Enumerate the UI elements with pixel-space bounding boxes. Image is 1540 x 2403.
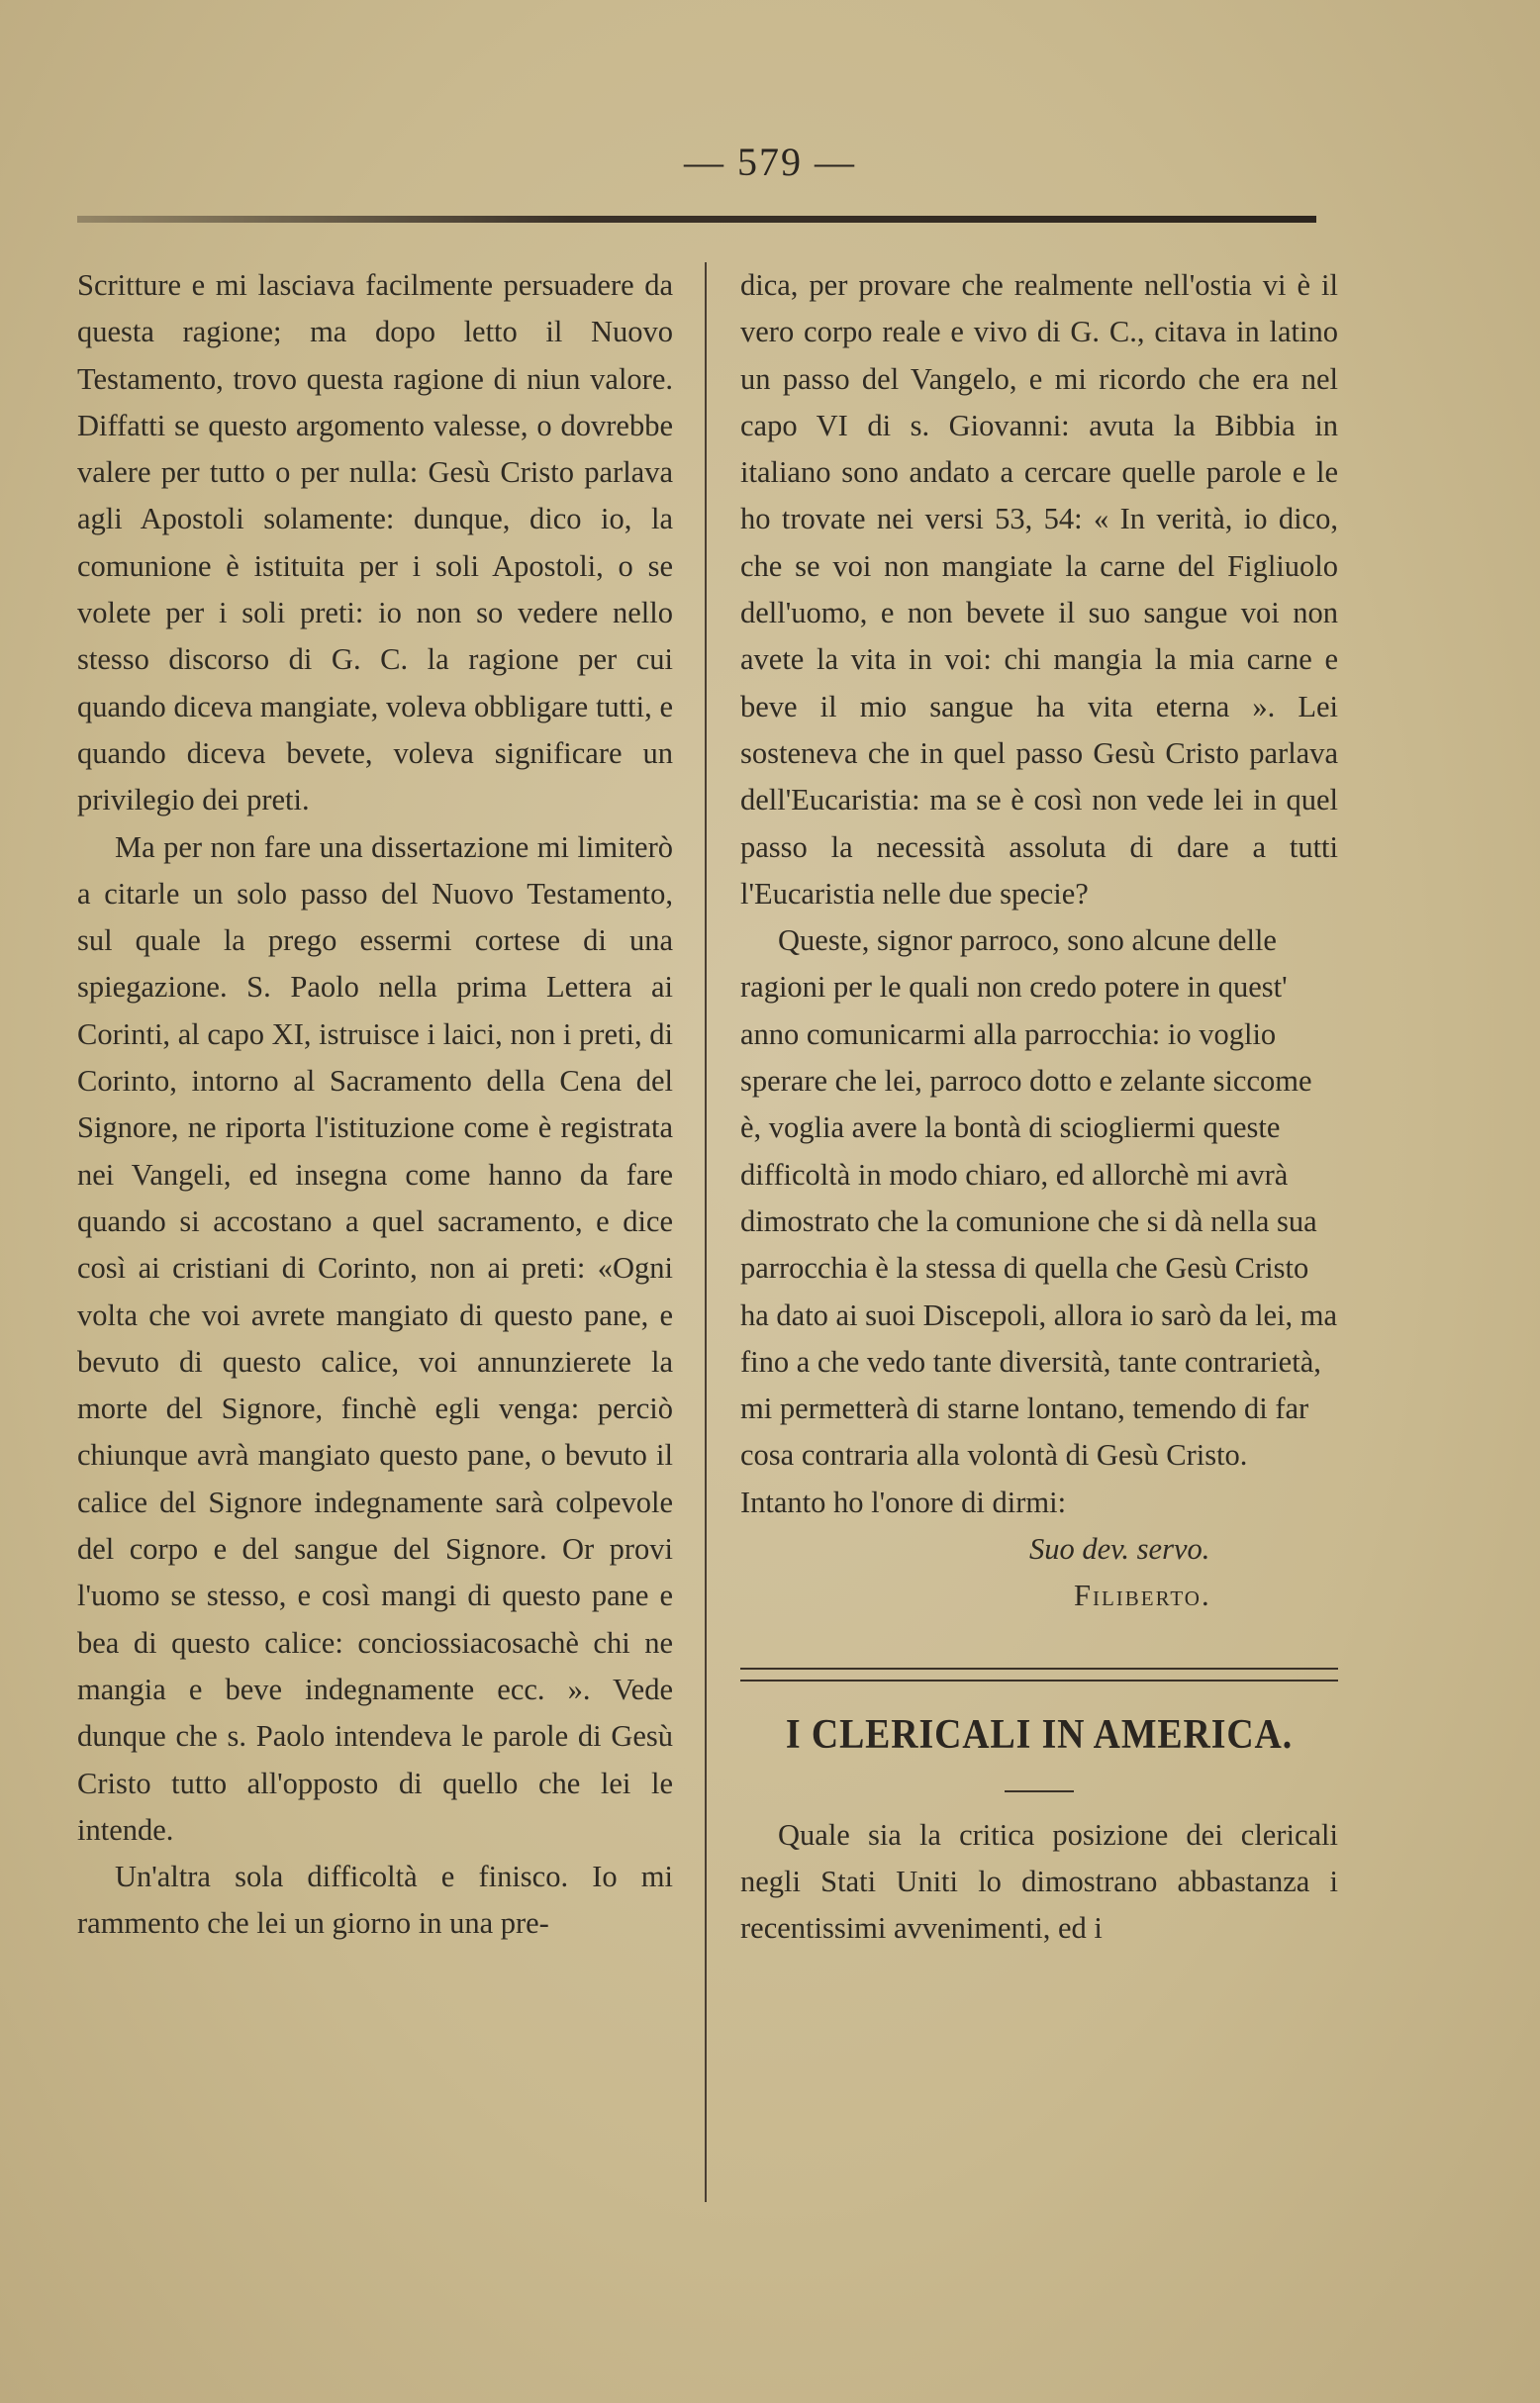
heading-underline [1005,1790,1074,1792]
page-number: — 579 — [684,140,856,184]
right-paragraph-1: dica, per provare che realmente nell'ostia vi è il vero corpo reale e vivo di G. C., citava in latino un passo del Vangelo, e mi ricordo che era nel capo VI di s. Giovanni: avuta la Bibbia in italiano sono andato a cercare quelle parole e le ho trovate nei versi 53, 54: « In verità, io dico, che se voi non mangiate la carne del Figliuolo dell'uomo, e non bevete il suo sangue voi non avete la vita in voi: chi mangia la mia carne e beve il mio sangue ha vita eterna ». Lei sosteneva che in quel passo Gesù Cristo parlava dell'Eucaristia: ma se è così non vede lei in quel passo la necessità assoluta di dare a tutti l'Eucaristia nelle due specie? [740,268,1338,911]
left-paragraph-2: Ma per non fare una dissertazione mi limiterò a citarle un solo passo del Nuovo Testamento, sul quale la prego essermi cortese di una spiegazione. S. Paolo nella prima Lettera ai Corinti, al capo XI, istruisce i laici, non i preti, di Corinto, intorno al Sacramento della Cena del Signore, ne riporta l'istituzione come è registrata nei Vangeli, ed insegna come hanno da fare quando si accostano a quel sacramento, e dice così ai cristiani di Corinto, non ai preti: «Ogni volta che voi avrete mangiato di questo pane, e bevuto di questo calice, voi annunzierete la morte del Signore, finchè egli venga: perciò chiunque avrà mangiato questo pane, o bevuto il calice del Signore indegnamente sarà colpevole del corpo e del sangue del Signore. Or provi l'uomo se stesso, e così mangi di questo pane e bea di questo calice: conciossiacosachè chi ne mangia e beve indegnamente ecc. ». Vede dunque che s. Paolo intendeva le parole di Gesù Cristo tutto all'opposto di quello che lei le intende. [77,829,673,1847]
column-divider [705,262,707,2202]
section-separator [740,1668,1338,1682]
section-heading: I CLERICALI IN AMERICA. [785,1711,1294,1758]
left-paragraph-3: Un'altra sola difficoltà e finisco. Io mi rammento che lei un giorno in una pre- [77,1860,673,1941]
section-paragraph: Quale sia la critica posizione dei clericali negli Stati Uniti lo dimostrano abbastanza i recentissimi avvenimenti, ed i [740,1817,1338,1946]
header-rule [77,216,1316,223]
signature-line: Suo dev. servo. [1029,1532,1210,1567]
left-column [77,262,673,1948]
right-paragraph-2: Queste, signor parroco, sono alcune delle ragioni per le quali non credo potere in quest' anno comunicarmi alla parrocchia: io voglio sperare che lei, parroco dotto e zelante siccome è, voglia avere la bontà di sciogliermi queste difficoltà in modo chiaro, ed allorchè mi avrà dimostrato che la comunione che si dà nella sua parrocchia è la stessa di quella che Gesù Cristo ha dato ai suoi Discepoli, allora io sarò da lei, ma fino a che vedo tante diversità, tante contrarietà, mi permetterà di starne lontano, temendo di far cosa contraria alla volontà di Gesù Cristo. Intanto ho l'onore di dirmi: [740,923,1338,1519]
left-paragraph-1: Scritture e mi lasciava facilmente persuadere da questa ragione; ma dopo letto il Nuovo Testamento, trovo questa ragione di niun valore. Diffatti se questo argomento valesse, o dovrebbe valere per tutto o per nulla: Gesù Cristo parlava agli Apostoli solamente: dunque, dico io, la comunione è istituita per i soli Apostoli, o se volete per i soli preti: io non so vedere nello stesso discorso di G. C. la ragione per cui quando diceva mangiate, voleva obbligare tutti, e quando diceva bevete, voleva significare un privilegio dei preti. [77,268,673,817]
signature-name: Filiberto. [1074,1579,1211,1613]
right-column [740,262,1338,1953]
